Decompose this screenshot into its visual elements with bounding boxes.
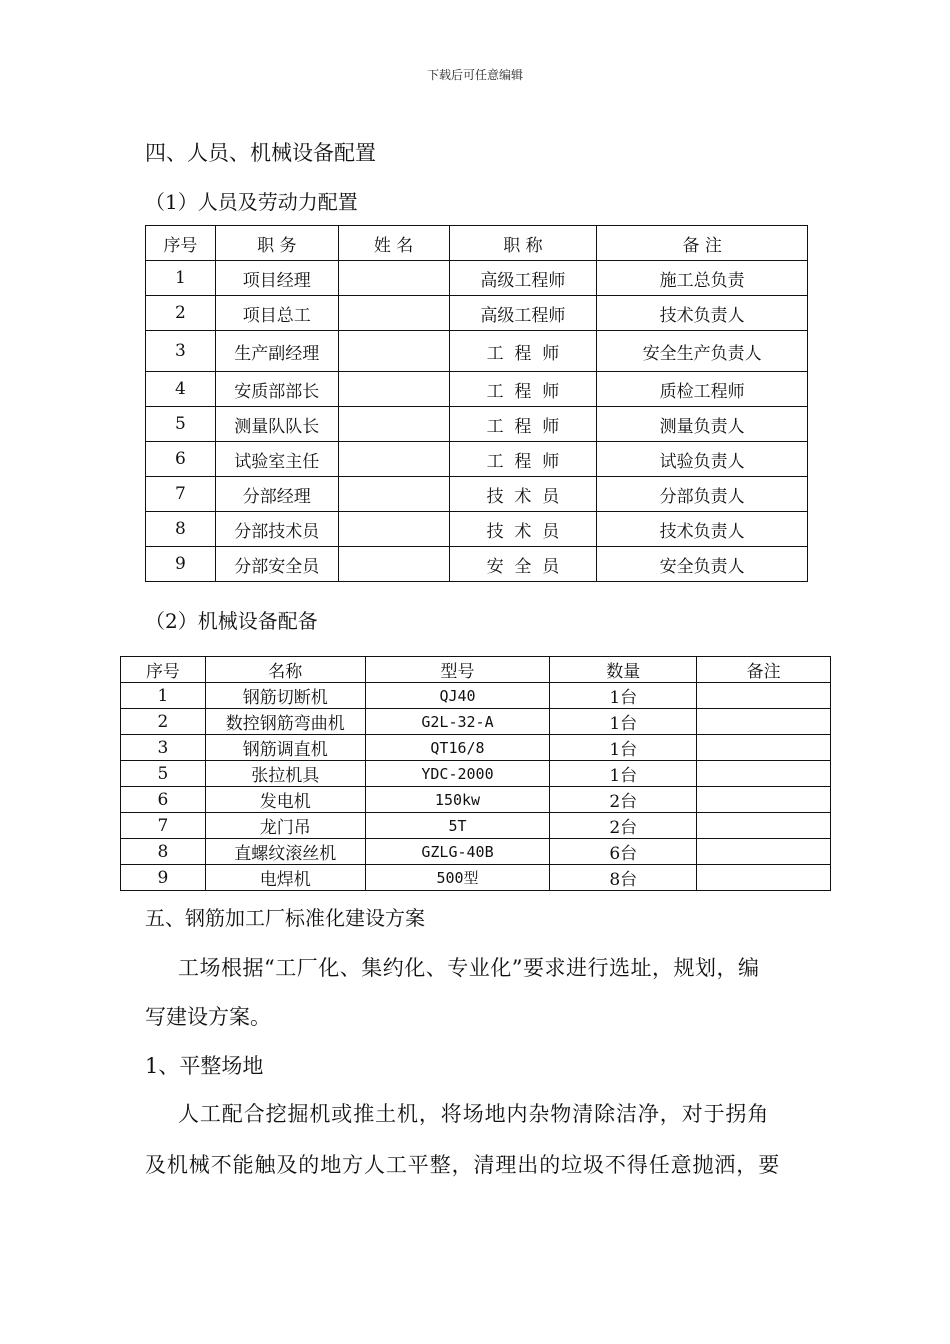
table-cell: 2台: [550, 813, 697, 839]
table-cell: 技 术 员: [449, 477, 597, 512]
table-row: [121, 761, 831, 787]
table-row: [146, 407, 808, 442]
table-cell: 8: [121, 839, 206, 865]
table-row: [146, 547, 808, 582]
table-cell: [338, 372, 449, 407]
table-cell: 钢筋调直机: [205, 735, 365, 761]
header-cell: 数量: [550, 657, 697, 683]
section5-paragraph-line: 工场根据“工厂化、集约化、专业化”要求进行选址，规划，编: [178, 956, 760, 980]
table-row: [146, 477, 808, 512]
subsection1-paragraph-line: 及机械不能触及的地方人工平整，清理出的垃圾不得任意抛洒，要: [145, 1153, 781, 1177]
table-cell: 8台: [550, 865, 697, 891]
table-cell: 5: [121, 761, 206, 787]
table-cell: QJ40: [365, 683, 550, 709]
table-cell: [697, 761, 831, 787]
table-cell: 测量队队长: [215, 407, 338, 442]
table-cell: 分部经理: [215, 477, 338, 512]
header-cell: 名称: [205, 657, 365, 683]
table-cell: 直螺纹滚丝机: [205, 839, 365, 865]
table-cell: 安质部部长: [215, 372, 338, 407]
table-cell: [697, 709, 831, 735]
table-cell: 1台: [550, 761, 697, 787]
table-cell: 分部安全员: [215, 547, 338, 582]
table-cell: 张拉机具: [205, 761, 365, 787]
table-cell: 9: [121, 865, 206, 891]
header-cell: 型号: [365, 657, 550, 683]
table-cell: [338, 261, 449, 296]
table-cell: 分部技术员: [215, 512, 338, 547]
table-cell: 安全生产负责人: [597, 331, 808, 372]
table-cell: 龙门吊: [205, 813, 365, 839]
table-cell: [697, 865, 831, 891]
table-cell: 技术负责人: [597, 512, 808, 547]
table-cell: 安全负责人: [597, 547, 808, 582]
header-cell: 姓 名: [338, 226, 449, 261]
table-cell: [338, 477, 449, 512]
table-header-row: [121, 657, 831, 683]
table-cell: 2台: [550, 787, 697, 813]
table-cell: 8: [146, 512, 216, 547]
section5-paragraph-line: 写建设方案。: [145, 1005, 271, 1029]
table-cell: 7: [121, 813, 206, 839]
table-cell: 6: [146, 442, 216, 477]
table-cell: 测量负责人: [597, 407, 808, 442]
table-cell: QT16/8: [365, 735, 550, 761]
table-cell: 9: [146, 547, 216, 582]
table-cell: 工 程 师: [449, 331, 597, 372]
table-cell: 6台: [550, 839, 697, 865]
table-cell: [338, 547, 449, 582]
header-cell: 备 注: [597, 226, 808, 261]
table-row: [146, 442, 808, 477]
table-cell: 3: [121, 735, 206, 761]
table-cell: 3: [146, 331, 216, 372]
table-row: [146, 331, 808, 372]
table-cell: [697, 839, 831, 865]
table-cell: GZLG-40B: [365, 839, 550, 865]
table-cell: 2: [121, 709, 206, 735]
table-cell: [338, 331, 449, 372]
table-row: [121, 813, 831, 839]
table-cell: 试验负责人: [597, 442, 808, 477]
table-cell: 钢筋切断机: [205, 683, 365, 709]
table-row: [121, 683, 831, 709]
table-cell: 1: [146, 261, 216, 296]
table-cell: 5: [146, 407, 216, 442]
table-cell: 2: [146, 296, 216, 331]
table-cell: 150kw: [365, 787, 550, 813]
table-cell: 试验室主任: [215, 442, 338, 477]
table-row: [146, 296, 808, 331]
table-cell: 发电机: [205, 787, 365, 813]
table-cell: 技 术 员: [449, 512, 597, 547]
equipment-table: [120, 656, 831, 891]
table-cell: 工 程 师: [449, 372, 597, 407]
table-cell: 施工总负责: [597, 261, 808, 296]
table-cell: 1台: [550, 735, 697, 761]
table-cell: [697, 683, 831, 709]
table-cell: [338, 442, 449, 477]
table-cell: 500型: [365, 865, 550, 891]
header-cell: 职 务: [215, 226, 338, 261]
section-title-personnel-equipment: 四、人员、机械设备配置: [145, 141, 376, 165]
table-row: [146, 372, 808, 407]
table-cell: 高级工程师: [449, 261, 597, 296]
table-cell: [697, 787, 831, 813]
table-cell: 安 全 员: [449, 547, 597, 582]
table-cell: [697, 813, 831, 839]
table-row: [146, 512, 808, 547]
header-cell: 职 称: [449, 226, 597, 261]
equipment-section-title: （2）机械设备配备: [145, 609, 318, 633]
table-cell: 7: [146, 477, 216, 512]
subsection-title-site-leveling: 1、平整场地: [145, 1054, 264, 1078]
table-row: [121, 709, 831, 735]
table-cell: 6: [121, 787, 206, 813]
table-cell: 质检工程师: [597, 372, 808, 407]
table-cell: 高级工程师: [449, 296, 597, 331]
table-cell: [338, 407, 449, 442]
table-cell: G2L-32-A: [365, 709, 550, 735]
header-cell: 备注: [697, 657, 831, 683]
table-row: [121, 735, 831, 761]
table-cell: 分部负责人: [597, 477, 808, 512]
table-header-row: [146, 226, 808, 261]
table-cell: 5T: [365, 813, 550, 839]
table-cell: 电焊机: [205, 865, 365, 891]
table-cell: 数控钢筋弯曲机: [205, 709, 365, 735]
staff-section-title: （1）人员及劳动力配置: [145, 190, 358, 214]
table-row: [146, 261, 808, 296]
table-row: [121, 865, 831, 891]
header-note: 下载后可任意编辑: [426, 68, 523, 82]
table-cell: 工 程 师: [449, 442, 597, 477]
staff-table: [145, 225, 808, 582]
table-cell: 技术负责人: [597, 296, 808, 331]
table-cell: 1台: [550, 709, 697, 735]
table-cell: [338, 296, 449, 331]
table-cell: 工 程 师: [449, 407, 597, 442]
header-cell: 序号: [146, 226, 216, 261]
subsection1-paragraph-line: 人工配合挖掘机或推土机，将场地内杂物清除洁净，对于拐角: [178, 1102, 770, 1126]
table-row: [121, 839, 831, 865]
table-cell: 1: [121, 683, 206, 709]
table-cell: [697, 735, 831, 761]
table-cell: 1台: [550, 683, 697, 709]
table-cell: 生产副经理: [215, 331, 338, 372]
table-cell: YDC-2000: [365, 761, 550, 787]
table-cell: 项目总工: [215, 296, 338, 331]
table-row: [121, 787, 831, 813]
section-title-factory-standardization: 五、钢筋加工厂标准化建设方案: [145, 906, 425, 930]
header-cell: 序号: [121, 657, 206, 683]
table-cell: 项目经理: [215, 261, 338, 296]
table-cell: 4: [146, 372, 216, 407]
table-cell: [338, 512, 449, 547]
